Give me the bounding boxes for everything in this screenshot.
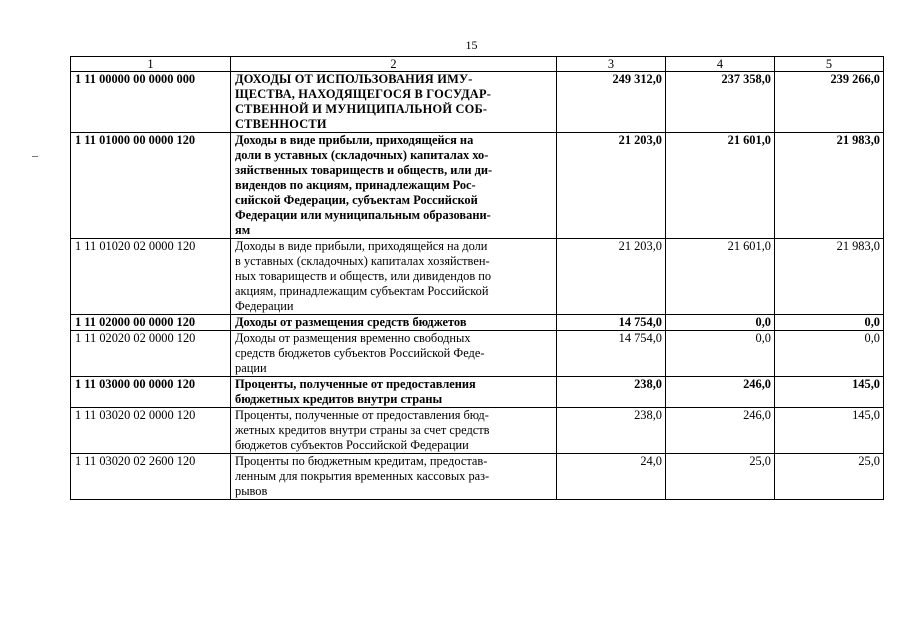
description-line: Федерации	[235, 299, 294, 313]
description-line: акциям, принадлежащим субъектам Российской	[235, 284, 489, 298]
row-description	[231, 315, 557, 331]
row-code: 1 11 03000 00 0000 120	[71, 377, 231, 408]
row-value-col-4: 237 358,0	[666, 72, 775, 133]
row-value-col-3: 249 312,0	[557, 72, 666, 133]
row-value-col-4: 21 601,0	[666, 133, 775, 239]
table-row	[71, 315, 884, 331]
row-description	[231, 454, 557, 500]
description-line: Доходы в виде прибыли, приходящейся на доли	[235, 239, 488, 253]
table-row	[71, 239, 884, 315]
description-line: Доходы в виде прибыли, приходящейся на	[235, 133, 474, 147]
row-value-col-5: 145,0	[775, 377, 884, 408]
description-line: средств бюджетов субъектов Российской Феде-	[235, 346, 485, 360]
row-description	[231, 133, 557, 239]
row-value-col-4: 246,0	[666, 377, 775, 408]
row-code: 1 11 02000 00 0000 120	[71, 315, 231, 331]
description-line: Проценты, полученные от предоставления	[235, 377, 476, 391]
description-line: в уставных (складочных) капиталах хозяйствен-	[235, 254, 490, 268]
row-value-col-3: 21 203,0	[557, 133, 666, 239]
row-description	[231, 239, 557, 315]
row-value-col-4: 21 601,0	[666, 239, 775, 315]
description-line: рывов	[235, 484, 268, 498]
description-line: Доходы от размещения временно свободных	[235, 331, 471, 345]
row-code: 1 11 01000 00 0000 120	[71, 133, 231, 239]
table-row	[71, 133, 884, 239]
row-value-col-3: 21 203,0	[557, 239, 666, 315]
row-value-col-4: 0,0	[666, 331, 775, 377]
row-code: 1 11 03020 02 2600 120	[71, 454, 231, 500]
row-description	[231, 377, 557, 408]
row-code: 1 11 00000 00 0000 000	[71, 72, 231, 133]
table-row	[71, 331, 884, 377]
description-line: СТВЕННОСТИ	[235, 117, 327, 131]
row-value-col-3: 14 754,0	[557, 331, 666, 377]
page-number: 15	[465, 38, 478, 52]
description-line: видендов по акциям, принадлежащим Рос-	[235, 178, 476, 192]
table-body	[71, 72, 884, 500]
row-value-col-5: 0,0	[775, 315, 884, 331]
row-code: 1 11 01020 02 0000 120	[71, 239, 231, 315]
description-line: ям	[235, 223, 251, 237]
row-code: 1 11 02020 02 0000 120	[71, 331, 231, 377]
description-line: жетных кредитов внутри страны за счет средств	[235, 423, 490, 437]
row-value-col-5: 21 983,0	[775, 133, 884, 239]
budget-revenue-table	[70, 56, 884, 500]
description-line: доли в уставных (складочных) капиталах хо-	[235, 148, 489, 162]
header-col-3: 3	[557, 57, 666, 72]
description-line: ленным для покрытия временных кассовых раз-	[235, 469, 490, 483]
description-line: Доходы от размещения средств бюджетов	[235, 315, 467, 329]
table-row	[71, 454, 884, 500]
description-line: бюджетов субъектов Российской Федерации	[235, 438, 469, 452]
row-value-col-4: 246,0	[666, 408, 775, 454]
description-line: ных товариществ и обществ, или дивидендов по	[235, 269, 492, 283]
description-line: СТВЕННОЙ И МУНИЦИПАЛЬНОЙ СОБ-	[235, 102, 488, 116]
row-value-col-3: 24,0	[557, 454, 666, 500]
row-value-col-4: 25,0	[666, 454, 775, 500]
description-line: сийской Федерации, субъектам Российской	[235, 193, 478, 207]
row-value-col-3: 238,0	[557, 408, 666, 454]
description-line: ДОХОДЫ ОТ ИСПОЛЬЗОВАНИЯ ИМУ-	[235, 72, 473, 86]
row-value-col-3: 14 754,0	[557, 315, 666, 331]
margin-mark	[32, 156, 38, 157]
table-row	[71, 408, 884, 454]
row-value-col-5: 239 266,0	[775, 72, 884, 133]
description-line: ЩЕСТВА, НАХОДЯЩЕГОСЯ В ГОСУДАР-	[235, 87, 492, 101]
table-header-row	[71, 57, 884, 72]
header-col-2: 2	[231, 57, 557, 72]
description-line: Федерации или муниципальным образовани-	[235, 208, 491, 222]
header-col-5: 5	[775, 57, 884, 72]
table-row	[71, 377, 884, 408]
row-description	[231, 408, 557, 454]
description-line: бюджетных кредитов внутри страны	[235, 392, 443, 406]
row-value-col-5: 0,0	[775, 331, 884, 377]
row-description	[231, 72, 557, 133]
header-col-1: 1	[71, 57, 231, 72]
row-description	[231, 331, 557, 377]
description-line: Проценты по бюджетным кредитам, предостав-	[235, 454, 488, 468]
description-line: рации	[235, 361, 267, 375]
row-value-col-5: 25,0	[775, 454, 884, 500]
description-line: зяйственных товариществ и обществ, или ди-	[235, 163, 493, 177]
header-col-4: 4	[666, 57, 775, 72]
row-value-col-5: 21 983,0	[775, 239, 884, 315]
description-line: Проценты, полученные от предоставления бюд-	[235, 408, 489, 422]
row-value-col-5: 145,0	[775, 408, 884, 454]
row-value-col-4: 0,0	[666, 315, 775, 331]
row-value-col-3: 238,0	[557, 377, 666, 408]
row-code: 1 11 03020 02 0000 120	[71, 408, 231, 454]
table-row	[71, 72, 884, 133]
